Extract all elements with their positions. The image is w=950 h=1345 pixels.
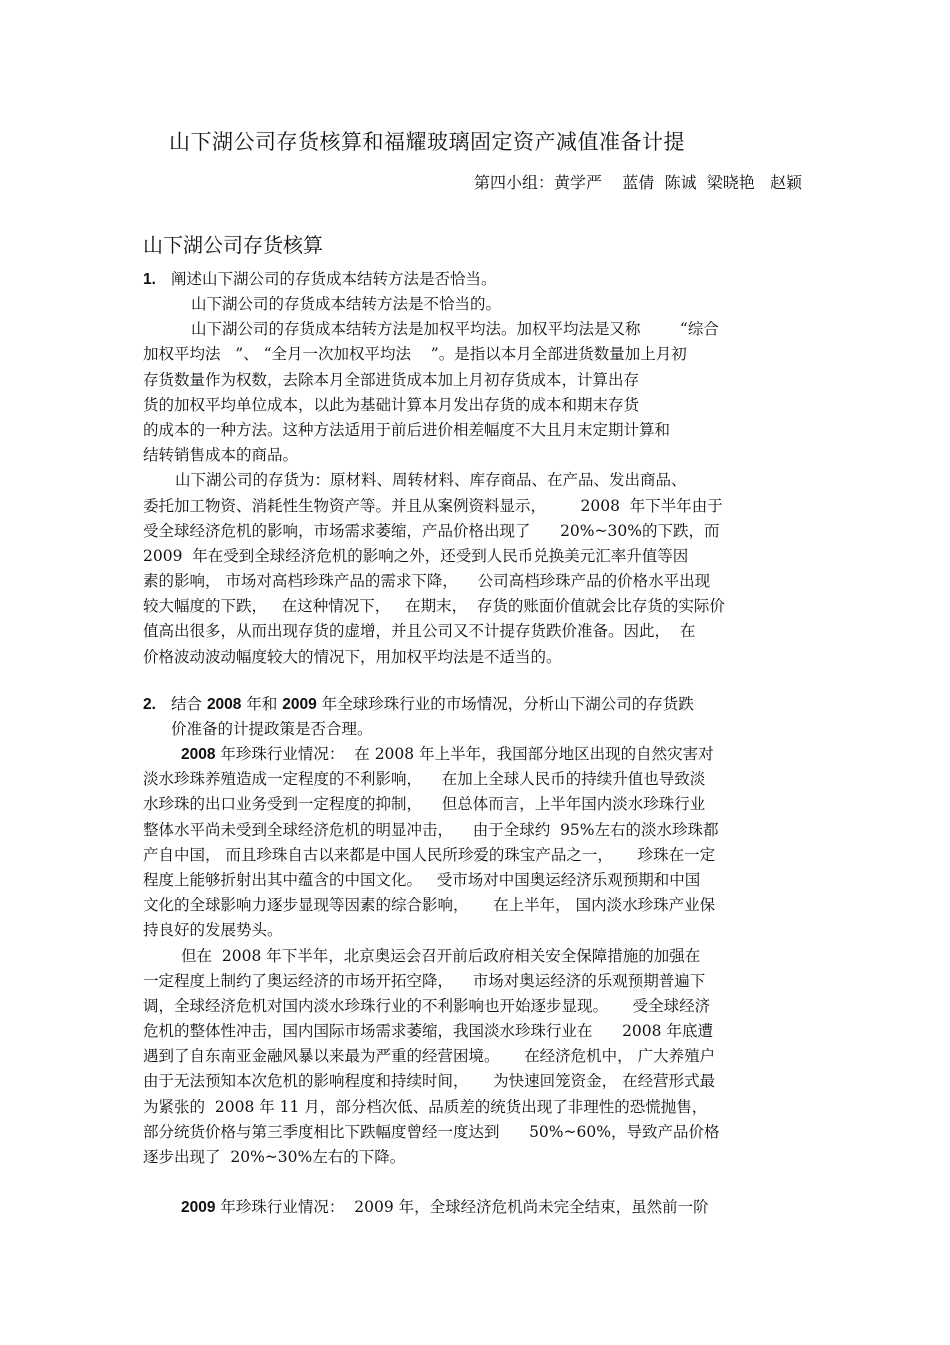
question-number: 1. (143, 271, 156, 288)
paragraph-2008-first-half (143, 742, 808, 944)
question-2-continuation: 价准备的计提政策是否合理。 (171, 720, 373, 738)
text-line: 2009 年在受到全球经济危机的影响之外，还受到人民币兑换美元汇率升值等因 (143, 546, 689, 565)
question-2 (143, 692, 808, 717)
text-run: 年珍珠行业情况： 在 2008 年上半年，我国部分地区出现的自然灾害对 (215, 745, 714, 763)
paragraph-weighted-average (143, 317, 808, 468)
question-text-part: 年和 (241, 695, 283, 713)
question-number: 2. (143, 696, 156, 713)
text-line: 结转销售成本的商品。 (143, 446, 299, 465)
question-2-block (143, 692, 808, 1220)
document-title: 山下湖公司存货核算和福耀玻璃固定资产减值准备计提 (169, 130, 685, 154)
text-line: 程度上能够折射出其中蕴含的中国文化。 受市场对中国奥运经济乐观预期和中国 (143, 870, 701, 889)
year-2008: 2008 (206, 696, 242, 713)
year-label: 2008 (181, 746, 216, 763)
year-2009: 2009 (282, 696, 317, 713)
text-line: 水珍珠的出口业务受到一定程度的抑制， 但总体而言，上半年国内淡水珍珠行业 (143, 795, 706, 814)
text-run: 年珍珠行业情况： 2009 年，全球经济危机尚未完全结束，虽然前一阶 (215, 1198, 709, 1217)
text-line: 山下湖公司的存货成本结转方法是加权平均法。加权平均法是又称 “综合 (191, 320, 719, 339)
text-line: 较大幅度的下跌， 在这种情况下， 在期末， 存货的账面价值就会比存货的实际价 (143, 597, 725, 616)
text-line: 危机的整体性冲击，国内国际市场需求萎缩，我国淡水珍珠行业在 2008 年底遭 (143, 1022, 713, 1041)
paragraph-gap (143, 1170, 808, 1195)
text-line: 货的加权平均单位成本，以此为基础计算本月发出存货的成本和期末存货 (143, 395, 640, 414)
text-line: 但在 2008 年下半年，北京奥运会召开前后政府相关安全保障措施的加强在 (181, 946, 701, 965)
text-line: 产自中国， 而且珍珠自古以来都是中国人民所珍爱的珠宝产品之一， 珍珠在一定 (143, 845, 716, 864)
text-line: 价格波动波动幅度较大的情况下，用加权平均法是不适当的。 (143, 647, 562, 666)
text-line: 委托加工物资、消耗性生物资产等。并且从案例资料显示， 2008 年下半年由于 (143, 496, 723, 515)
text-line (143, 1195, 808, 1220)
text-line: 调，全球经济危机对国内淡水珍珠行业的不利影响也开始逐步显现。 受全球经济 (143, 996, 711, 1015)
text-line: 山下湖公司的存货为：原材料、周转材料、库存商品、在产品、发出商品、 (175, 471, 687, 490)
question-text: 阐述山下湖公司的存货成本结转方法是否恰当。 (171, 270, 497, 288)
question-text-part: 年全球珍珠行业的市场情况，分析山下湖公司的存货跌 (316, 695, 694, 713)
question-1-block (143, 267, 808, 670)
text-line: 文化的全球影响力逐步显现等因素的综合影响， 在上半年， 国内淡水珍珠产业保 (143, 896, 716, 915)
text-line: 淡水珍珠养殖造成一定程度的不利影响， 在加上全球人民币的持续升值也导致淡 (143, 770, 706, 789)
text-line: 素的影响， 市场对高档珍珠产品的需求下降， 公司高档珍珠产品的价格水平出现 (143, 572, 711, 591)
section-heading: 山下湖公司存货核算 (143, 233, 323, 257)
text-line: 整体水平尚未受到全球经济危机的明显冲击， 由于全球约 95%左右的淡水珍珠都 (143, 820, 719, 839)
text-line: 存货数量作为权数，去除本月全部进货成本加上月初存货成本，计算出存 (143, 370, 640, 389)
text-line: 部分统货价格与第三季度相比下跌幅度曾经一度达到 50%~60%，导致产品价格 (143, 1122, 720, 1141)
year-label: 2009 (181, 1199, 216, 1217)
text-line (143, 742, 808, 767)
question-text-part: 结合 (171, 695, 207, 713)
author-line: 第四小组：黄学严 蓝倩 陈诚 梁晓艳 赵颖 (474, 173, 802, 192)
text-line: 加权平均法 ”、 “全月一次加权平均法 ”。是指以本月全部进货数量加上月初 (143, 345, 687, 364)
text-line: 值高出很多，从而出现存货的虚增，并且公司又不计提存货跌价准备。因此， 在 (143, 622, 696, 641)
text-line: 由于无法预知本次危机的影响程度和持续时间， 为快速回笼资金， 在经营形式最 (143, 1072, 716, 1091)
text-line: 受全球经济危机的影响，市场需求萎缩，产品价格出现了 20%~30%的下跌，而 (143, 521, 720, 540)
answer-summary: 山下湖公司的存货成本结转方法是不恰当的。 (191, 295, 502, 313)
text-line: 的成本的一种方法。这种方法适用于前后进价相差幅度不大且月末定期计算和 (143, 420, 671, 439)
paragraph-2009 (143, 1195, 808, 1220)
text-line: 持良好的发展势头。 (143, 921, 283, 940)
paragraph-2008-second-half (143, 944, 808, 1171)
text-line: 逐步出现了 20%~30%左右的下降。 (143, 1148, 406, 1166)
text-line: 一定程度上制约了奥运经济的市场开拓空降， 市场对奥运经济的乐观预期普遍下 (143, 971, 706, 990)
question-1 (143, 267, 808, 292)
text-line: 遇到了自东南亚金融风暴以来最为严重的经营困境。 在经济危机中， 广大养殖户 (143, 1047, 716, 1066)
paragraph-inventory (143, 468, 808, 670)
text-line: 为紧张的 2008 年 11 月，部分档次低、品质差的统货出现了非理性的恐慌抛售， (143, 1097, 708, 1116)
